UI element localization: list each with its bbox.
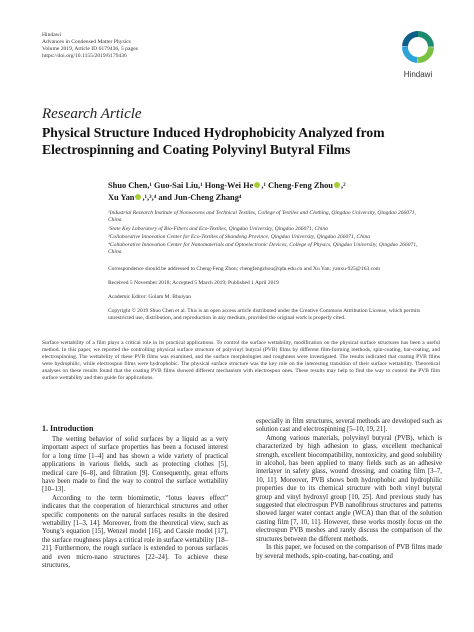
right-column [256,418,442,561]
author-line-2b: ,¹,³,⁴ and Jun-Cheng Zhang⁴ [142,193,242,202]
copyright-notice: Copyright © 2019 Shuo Chen et al. This is an open access article distributed under the Creative Commons Attribution License, which permits unrestricted use, distribution, and reproduction in any medium, provided the original work is properly cited. [108,308,421,322]
left-column [42,436,228,571]
article-dates: Received 5 November 2018; Accepted 5 March 2019; Published 1 April 2019 [108,280,279,286]
logo-text: Hindawi [403,70,433,79]
paragraph: especially in film structures, several methods are developed such as solution cast and electrospinning [5–10, 19, 21]. [256,418,442,434]
orcid-icon[interactable] [334,182,340,188]
paragraph: The wetting behavior of solid surfaces by a liquid as a very important aspect of surface properties has been a focused interest for a long time [1–4] and has shown a wide variety of practical applications in various fields, such as protecting clothes [5], medical care [6–8], and filtration [9]. Consequently, great efforts have been made to find the way to control the surface wettability [10–13]. [42,436,228,494]
author-list [108,180,428,204]
orcid-icon[interactable] [135,194,141,200]
journal-series: Advances in Condensed Matter Physics [42,39,131,45]
affiliation-1: ¹Industrial Research Institute of Nonwovens and Technical Textiles, College of Textiles and Clothing, Qingdao University, Qingdao 266071, China [108,210,416,224]
author-line-1b: ,¹ Cheng-Feng Zhou [261,181,333,190]
author-line-1c: ,² [340,181,346,190]
paragraph: In this paper, we focused on the comparison of PVB films made by several methods, spin-coating, bar-coating, and [256,544,442,560]
paragraph: According to the term biomimetic, “lotus leaves effect” indicates that the cooperation of hierarchical structures and other specific components on the natural surfaces results in the desired wettability [1–3, 14]. Moreover, from the theoretical view, such as Young’s equation [15], Wenzel model [16], and Cassie model [17], the surface roughness plays a critical role in surface wettability [18–21]. Furthermore, the rough surface is extended to porous surfaces and even micro-nano structures [22–24]. To achieve these structures, [42,494,228,570]
doi-link[interactable]: https://doi.org/10.1155/2019/6179436 [42,53,127,59]
article-title: Physical Structure Induced Hydrophobicity Analyzed from Electrospinning and Coating Polyvinyl Butyral Films [42,125,385,157]
affiliation-2: ²State Key Laboratory of Bio-Fibers and Eco-Textiles, Qingdao University, Qingdao 266071, China [108,226,328,232]
correspondence: Correspondence should be addressed to Cheng-Feng Zhou; chengfengzhou@qdu.edu.cn and Xu Yan; yanxu-925@163.com [108,266,381,272]
affiliation-3: ³Collaborative Innovation Center for Eco-Textiles of Shandong Province, Qingdao University, Qingdao 266071, China [108,234,371,240]
abstract: Surface wettability of a film plays a critical role in its practical applications. To control the surface wettability, modification on the physical surface structures has been a useful method. In this paper, we reported the controlling physical surface structure of polyvinyl butyral (PVB) films by different film-forming methods, spin-coating, bar-coating, and electrospinning. The wettability of these PVB films was examined, and the surface morphologies and roughness were investigated. The results indicated that coating PVB films were hydrophilic, while electrospun films were hydrophobic. The physical surface structure was the key role on the interesting transition of their surface wettability. Theoretical analyses on these results found that the coating PVB films showed different mechanism with electrospun ones. These results may help to find the way to control the PVB film surface wettability and then guide for applications. [42,340,440,382]
affiliation-4: ⁴Collaborative Innovation Center for Nanomaterials and Optoelectronic Devices, College of Physics, Qingdao University, Qingdao 266071, China [108,242,418,256]
author-line-1: Shuo Chen,¹ Guo-Sai Liu,¹ Hong-Wei He [108,181,254,190]
journal-name: Hindawi [42,32,62,38]
volume-info: Volume 2019, Article ID 6179436, 5 pages [42,46,138,52]
author-line-2a: Xu Yan [108,193,135,202]
section-heading: 1. Introduction [42,424,94,433]
article-type: Research Article [42,106,142,122]
academic-editor: Academic Editor: Golam M. Bhuiyan [108,294,191,300]
orcid-icon[interactable] [254,182,260,188]
paragraph: Among various materials, polyvinyl butyral (PVB), which is characterized by high adhesion to glass, excellent mechanical strength, excellent biocompatibility, nontoxicity, and good solubility in alcohol, has been applied to many fields such as an adhesive interlayer in safety glass, wound dressing, and coating film [3–7, 10, 11]. Moreover, PVB shows both hydrophobic and hydrophilic properties due to its chemical structure with both vinyl butyral group and vinyl hydroxyl group [10, 25]. And previous study has suggested that electrospun PVB nanofibrous structures and patterns showed larger water contact angle (WCA) than that of the solution casting film [7, 10, 11]. However, these works mostly focus on the electrospun PVB meshes and rarely discuss the comparison of the structures between the different methods. [256,434,442,543]
